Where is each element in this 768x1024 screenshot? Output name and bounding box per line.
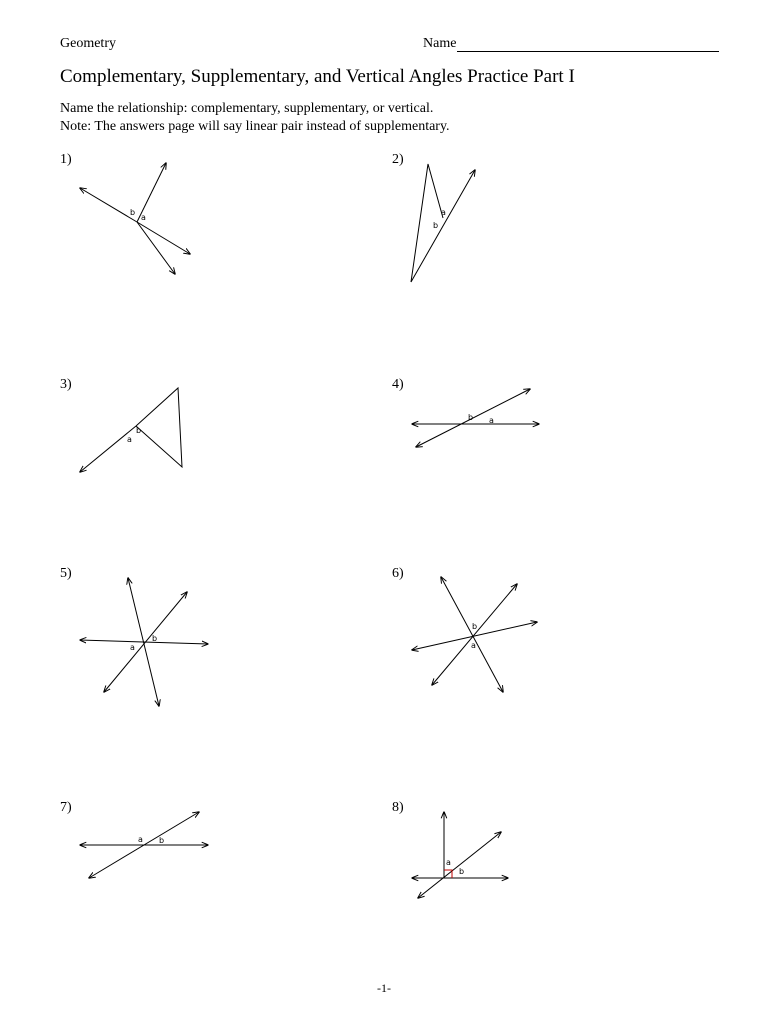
problem-3-number: 3) xyxy=(60,377,72,392)
problem-2-spike xyxy=(411,164,443,282)
problem-3-triangle xyxy=(136,388,182,467)
problem-7-angle-label-b: b xyxy=(159,836,165,845)
problem-1-ray xyxy=(137,222,190,254)
problem-4-angle-label-a: a xyxy=(489,416,494,425)
problem-2-angle-label-b: b xyxy=(433,221,439,230)
problem-5-angle-label-b: b xyxy=(152,634,158,643)
problem-6-line-diagonal xyxy=(432,584,517,685)
problem-6-angle-label-b: b xyxy=(472,622,478,631)
problem-6-line-steep xyxy=(441,577,503,692)
problem-1-angle-label-b: b xyxy=(130,208,136,217)
problem-4-number: 4) xyxy=(392,377,404,392)
problem-6-angle-label-a: a xyxy=(471,641,476,650)
problem-2-angle-label-a: a xyxy=(441,208,446,217)
worksheet-title: Complementary, Supplementary, and Vertical Angles Practice Part I xyxy=(60,66,575,87)
instruction-line-1: Name the relationship: complementary, supplementary, or vertical. xyxy=(60,101,434,116)
name-label: Name xyxy=(423,36,457,51)
problem-5-line-diagonal xyxy=(104,592,187,692)
course-label: Geometry xyxy=(60,36,116,51)
problem-7-number: 7) xyxy=(60,800,72,815)
problem-8-angle-label-a: a xyxy=(446,858,451,867)
problem-1-ray xyxy=(137,222,175,274)
problem-5-angle-label-a: a xyxy=(130,643,135,652)
page-number: -1- xyxy=(377,981,391,995)
problem-1-angle-label-a: a xyxy=(141,213,146,222)
problem-8-diagonal-line xyxy=(418,832,501,898)
problem-8-number: 8) xyxy=(392,800,404,815)
problem-5-number: 5) xyxy=(60,566,72,581)
problem-3-ray xyxy=(80,426,136,472)
problem-6-number: 6) xyxy=(392,566,404,581)
instruction-line-2: Note: The answers page will say linear pair instead of supplementary. xyxy=(60,119,450,134)
problem-8-angle-label-b: b xyxy=(459,867,465,876)
problem-3-angle-label-b: b xyxy=(136,426,142,435)
problem-2-ray xyxy=(411,170,475,282)
problem-1-number: 1) xyxy=(60,152,72,167)
problem-7-angle-label-a: a xyxy=(138,835,143,844)
problem-3-angle-label-a: a xyxy=(127,435,132,444)
problem-2-number: 2) xyxy=(392,152,404,167)
problem-1-ray xyxy=(80,188,137,222)
problem-4-angle-label-b: b xyxy=(468,413,474,422)
